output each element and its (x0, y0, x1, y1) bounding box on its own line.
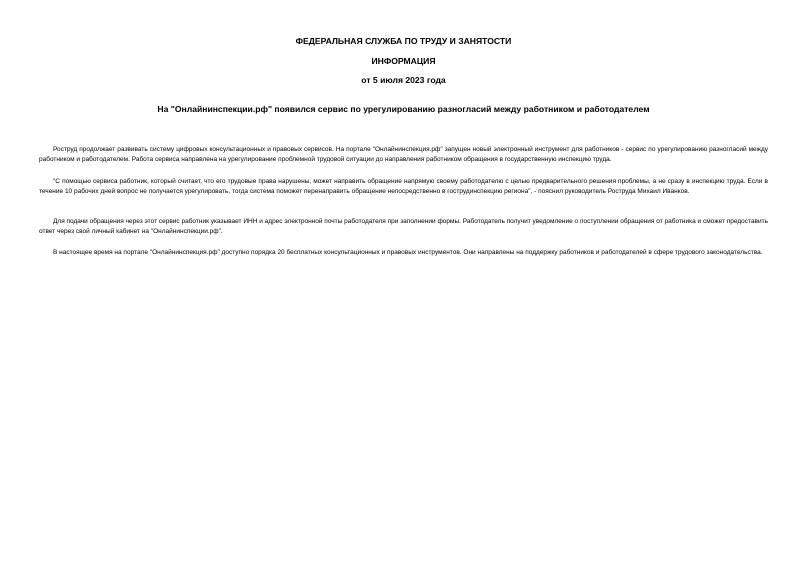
document-date: от 5 июля 2023 года (361, 75, 446, 85)
paragraph-2: "С помощью сервиса работник, который считает, что его трудовые права нарушены, может направить обращение напрямую своему работодателю с целью предварительного решения проблемы, а не сразу в инспекцию труда. Если в течение 10 рабочих дней вопрос не получается урегулировать, тогда система поможет перенаправить обращение непосредственно в гострудинспекцию региона", - пояснил руководитель Роструда Михаил Иванков. (39, 178, 768, 195)
document-title: На "Онлайнинспекции.рф" появился сервис по урегулированию разногласий между работником и работодателем (157, 104, 650, 114)
paragraph-3: Для подачи обращения через этот сервис работник указывает ИНН и адрес электронной почты работодателя при заполнении формы. Работодатель получит уведомление о поступлении обращения от работника и сможет предоставить ответ через свой личный кабинет на "Онлайнинспекции.рф". (39, 218, 768, 235)
document-type: ИНФОРМАЦИЯ (371, 56, 436, 66)
paragraph-1: Роструд продолжает развивать систему цифровых консультационных и правовых сервисов. На портале "Онлайнинспекция.рф" запущен новый электронный инструмент для работников - сервис по урегулированию разногласий между работником и работодателем. Работа сервиса направлена на урегулирование проблемной трудовой ситуации до направления работником обращения в государственную инспекцию труда. (39, 146, 768, 163)
agency-name: ФЕДЕРАЛЬНАЯ СЛУЖБА ПО ТРУДУ И ЗАНЯТОСТИ (295, 36, 512, 46)
paragraph-4: В настоящее время на портале "Онлайнинспекция.рф" доступно порядка 20 бесплатных консультационных и правовых инструментов. Они направлены на поддержку работников и работодателей в сфере трудового законодательства. (53, 249, 763, 256)
